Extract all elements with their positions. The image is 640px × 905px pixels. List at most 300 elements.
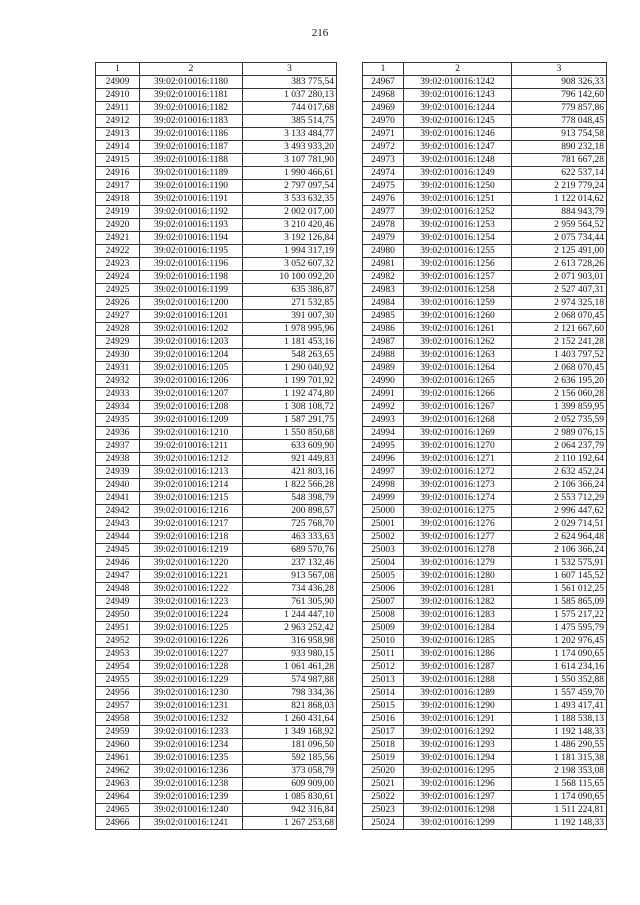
row-number: 24935 xyxy=(96,414,140,427)
table-row xyxy=(363,492,607,505)
row-number: 24965 xyxy=(96,804,140,817)
table-body-right xyxy=(363,76,607,830)
cadastral-value: 734 436,28 xyxy=(243,583,337,596)
row-number: 24999 xyxy=(363,492,404,505)
table-row xyxy=(96,661,337,674)
table-row xyxy=(363,271,607,284)
cadastral-number: 39:02:010016:1216 xyxy=(140,505,243,518)
registry-table-right xyxy=(362,62,607,830)
cadastral-number: 39:02:010016:1248 xyxy=(404,154,512,167)
row-number: 24953 xyxy=(96,648,140,661)
table-row xyxy=(363,167,607,180)
row-number: 25000 xyxy=(363,505,404,518)
row-number: 25015 xyxy=(363,700,404,713)
row-number: 24930 xyxy=(96,349,140,362)
table-row xyxy=(96,245,337,258)
cadastral-number: 39:02:010016:1201 xyxy=(140,310,243,323)
cadastral-number: 39:02:010016:1285 xyxy=(404,635,512,648)
row-number: 24964 xyxy=(96,791,140,804)
cadastral-number: 39:02:010016:1195 xyxy=(140,245,243,258)
cadastral-number: 39:02:010016:1292 xyxy=(404,726,512,739)
row-number: 25011 xyxy=(363,648,404,661)
table-body-left xyxy=(96,76,337,830)
column-header-2: 2 xyxy=(404,63,512,76)
row-number: 24928 xyxy=(96,323,140,336)
row-number: 25003 xyxy=(363,544,404,557)
row-number: 24934 xyxy=(96,401,140,414)
table-row xyxy=(96,349,337,362)
cadastral-number: 39:02:010016:1263 xyxy=(404,349,512,362)
cadastral-number: 39:02:010016:1240 xyxy=(140,804,243,817)
row-number: 24967 xyxy=(363,76,404,89)
cadastral-number: 39:02:010016:1223 xyxy=(140,596,243,609)
cadastral-value: 181 096,50 xyxy=(243,739,337,752)
cadastral-number: 39:02:010016:1235 xyxy=(140,752,243,765)
cadastral-value: 1 199 701,92 xyxy=(243,375,337,388)
cadastral-number: 39:02:010016:1278 xyxy=(404,544,512,557)
cadastral-value: 2 963 252,42 xyxy=(243,622,337,635)
row-number: 25012 xyxy=(363,661,404,674)
cadastral-value: 1 188 538,13 xyxy=(512,713,607,726)
cadastral-value: 2 002 017,00 xyxy=(243,206,337,219)
row-number: 24943 xyxy=(96,518,140,531)
table-row xyxy=(363,479,607,492)
table-row xyxy=(363,635,607,648)
cadastral-value: 921 449,83 xyxy=(243,453,337,466)
row-number: 24978 xyxy=(363,219,404,232)
cadastral-value: 548 263,65 xyxy=(243,349,337,362)
cadastral-number: 39:02:010016:1281 xyxy=(404,583,512,596)
table-row xyxy=(96,713,337,726)
table-row xyxy=(96,726,337,739)
row-number: 24961 xyxy=(96,752,140,765)
cadastral-number: 39:02:010016:1269 xyxy=(404,427,512,440)
cadastral-value: 2 156 060,28 xyxy=(512,388,607,401)
cadastral-number: 39:02:010016:1262 xyxy=(404,336,512,349)
cadastral-number: 39:02:010016:1186 xyxy=(140,128,243,141)
table-row xyxy=(363,414,607,427)
cadastral-number: 39:02:010016:1233 xyxy=(140,726,243,739)
table-row xyxy=(363,401,607,414)
table-row xyxy=(363,596,607,609)
cadastral-number: 39:02:010016:1205 xyxy=(140,362,243,375)
cadastral-value: 383 775,54 xyxy=(243,76,337,89)
row-number: 24932 xyxy=(96,375,140,388)
row-number: 24941 xyxy=(96,492,140,505)
row-number: 24918 xyxy=(96,193,140,206)
cadastral-value: 3 493 933,20 xyxy=(243,141,337,154)
table-row xyxy=(363,76,607,89)
cadastral-number: 39:02:010016:1245 xyxy=(404,115,512,128)
table-row xyxy=(363,245,607,258)
cadastral-number: 39:02:010016:1196 xyxy=(140,258,243,271)
row-number: 24921 xyxy=(96,232,140,245)
table-row xyxy=(363,739,607,752)
cadastral-value: 1 822 566,28 xyxy=(243,479,337,492)
cadastral-number: 39:02:010016:1277 xyxy=(404,531,512,544)
cadastral-value: 574 987,88 xyxy=(243,674,337,687)
cadastral-value: 2 110 192,64 xyxy=(512,453,607,466)
cadastral-number: 39:02:010016:1260 xyxy=(404,310,512,323)
table-row xyxy=(363,544,607,557)
row-number: 24960 xyxy=(96,739,140,752)
cadastral-number: 39:02:010016:1207 xyxy=(140,388,243,401)
cadastral-number: 39:02:010016:1279 xyxy=(404,557,512,570)
table-row xyxy=(363,505,607,518)
cadastral-number: 39:02:010016:1211 xyxy=(140,440,243,453)
row-number: 24983 xyxy=(363,284,404,297)
row-number: 24956 xyxy=(96,687,140,700)
table-row xyxy=(96,128,337,141)
table-row xyxy=(96,388,337,401)
cadastral-number: 39:02:010016:1189 xyxy=(140,167,243,180)
table-row xyxy=(96,206,337,219)
cadastral-number: 39:02:010016:1221 xyxy=(140,570,243,583)
cadastral-value: 1 202 976,45 xyxy=(512,635,607,648)
cadastral-number: 39:02:010016:1267 xyxy=(404,401,512,414)
cadastral-value: 622 537,14 xyxy=(512,167,607,180)
cadastral-number: 39:02:010016:1293 xyxy=(404,739,512,752)
cadastral-number: 39:02:010016:1256 xyxy=(404,258,512,271)
cadastral-number: 39:02:010016:1266 xyxy=(404,388,512,401)
cadastral-value: 3 210 420,46 xyxy=(243,219,337,232)
row-number: 24991 xyxy=(363,388,404,401)
row-number: 24973 xyxy=(363,154,404,167)
row-number: 24968 xyxy=(363,89,404,102)
cadastral-value: 2 052 735,59 xyxy=(512,414,607,427)
cadastral-value: 2 198 353,08 xyxy=(512,765,607,778)
table-row xyxy=(363,778,607,791)
cadastral-value: 421 803,16 xyxy=(243,466,337,479)
table-row xyxy=(363,557,607,570)
table-row xyxy=(96,414,337,427)
cadastral-value: 781 667,28 xyxy=(512,154,607,167)
cadastral-value: 2 121 667,60 xyxy=(512,323,607,336)
table-row xyxy=(96,479,337,492)
table-row xyxy=(363,453,607,466)
cadastral-number: 39:02:010016:1287 xyxy=(404,661,512,674)
table-row xyxy=(96,466,337,479)
table-row xyxy=(363,622,607,635)
cadastral-value: 633 609,90 xyxy=(243,440,337,453)
cadastral-number: 39:02:010016:1226 xyxy=(140,635,243,648)
cadastral-value: 725 768,70 xyxy=(243,518,337,531)
table-row xyxy=(96,453,337,466)
table-row xyxy=(363,466,607,479)
row-number: 25009 xyxy=(363,622,404,635)
row-number: 24971 xyxy=(363,128,404,141)
cadastral-number: 39:02:010016:1208 xyxy=(140,401,243,414)
cadastral-number: 39:02:010016:1200 xyxy=(140,297,243,310)
table-row xyxy=(363,193,607,206)
cadastral-number: 39:02:010016:1250 xyxy=(404,180,512,193)
row-number: 24947 xyxy=(96,570,140,583)
cadastral-number: 39:02:010016:1268 xyxy=(404,414,512,427)
cadastral-value: 821 868,03 xyxy=(243,700,337,713)
row-number: 24995 xyxy=(363,440,404,453)
cadastral-value: 3 533 632,35 xyxy=(243,193,337,206)
row-number: 24946 xyxy=(96,557,140,570)
row-number: 24922 xyxy=(96,245,140,258)
cadastral-number: 39:02:010016:1290 xyxy=(404,700,512,713)
cadastral-value: 1 607 145,52 xyxy=(512,570,607,583)
row-number: 24945 xyxy=(96,544,140,557)
cadastral-number: 39:02:010016:1252 xyxy=(404,206,512,219)
row-number: 24911 xyxy=(96,102,140,115)
cadastral-value: 609 909,00 xyxy=(243,778,337,791)
cadastral-value: 1 550 352,88 xyxy=(512,674,607,687)
row-number: 24966 xyxy=(96,817,140,830)
cadastral-number: 39:02:010016:1298 xyxy=(404,804,512,817)
table-row xyxy=(96,570,337,583)
row-number: 24923 xyxy=(96,258,140,271)
cadastral-number: 39:02:010016:1294 xyxy=(404,752,512,765)
cadastral-value: 1 532 575,91 xyxy=(512,557,607,570)
cadastral-value: 1 061 461,28 xyxy=(243,661,337,674)
cadastral-value: 2 068 070,45 xyxy=(512,362,607,375)
row-number: 24989 xyxy=(363,362,404,375)
column-header-3: 3 xyxy=(243,63,337,76)
cadastral-number: 39:02:010016:1193 xyxy=(140,219,243,232)
cadastral-number: 39:02:010016:1209 xyxy=(140,414,243,427)
row-number: 24994 xyxy=(363,427,404,440)
cadastral-number: 39:02:010016:1210 xyxy=(140,427,243,440)
cadastral-number: 39:02:010016:1236 xyxy=(140,765,243,778)
cadastral-number: 39:02:010016:1222 xyxy=(140,583,243,596)
table-row xyxy=(363,661,607,674)
cadastral-value: 1 568 115,65 xyxy=(512,778,607,791)
table-row xyxy=(363,89,607,102)
table-row xyxy=(363,674,607,687)
cadastral-number: 39:02:010016:1274 xyxy=(404,492,512,505)
cadastral-value: 761 305,90 xyxy=(243,596,337,609)
cadastral-value: 1 511 224,81 xyxy=(512,804,607,817)
table-row xyxy=(96,193,337,206)
row-number: 24975 xyxy=(363,180,404,193)
row-number: 24955 xyxy=(96,674,140,687)
table-row xyxy=(96,557,337,570)
cadastral-value: 1 267 253,68 xyxy=(243,817,337,830)
cadastral-value: 689 570,76 xyxy=(243,544,337,557)
cadastral-number: 39:02:010016:1198 xyxy=(140,271,243,284)
cadastral-number: 39:02:010016:1234 xyxy=(140,739,243,752)
cadastral-value: 316 958,98 xyxy=(243,635,337,648)
row-number: 24992 xyxy=(363,401,404,414)
cadastral-number: 39:02:010016:1231 xyxy=(140,700,243,713)
table-row xyxy=(363,323,607,336)
cadastral-number: 39:02:010016:1218 xyxy=(140,531,243,544)
cadastral-number: 39:02:010016:1199 xyxy=(140,284,243,297)
row-number: 24958 xyxy=(96,713,140,726)
table-row xyxy=(363,427,607,440)
row-number: 24912 xyxy=(96,115,140,128)
cadastral-number: 39:02:010016:1254 xyxy=(404,232,512,245)
table-row xyxy=(363,648,607,661)
cadastral-value: 798 334,36 xyxy=(243,687,337,700)
table-row xyxy=(363,232,607,245)
table-row xyxy=(96,609,337,622)
cadastral-number: 39:02:010016:1275 xyxy=(404,505,512,518)
cadastral-value: 933 980,15 xyxy=(243,648,337,661)
cadastral-number: 39:02:010016:1238 xyxy=(140,778,243,791)
row-number: 24981 xyxy=(363,258,404,271)
cadastral-value: 1 475 595,79 xyxy=(512,622,607,635)
table-row xyxy=(96,648,337,661)
cadastral-number: 39:02:010016:1286 xyxy=(404,648,512,661)
row-number: 24988 xyxy=(363,349,404,362)
table-row xyxy=(96,401,337,414)
row-number: 25018 xyxy=(363,739,404,752)
cadastral-value: 2 068 070,45 xyxy=(512,310,607,323)
cadastral-value: 2 106 366,24 xyxy=(512,479,607,492)
row-number: 24925 xyxy=(96,284,140,297)
table-header-row xyxy=(363,63,607,76)
cadastral-number: 39:02:010016:1259 xyxy=(404,297,512,310)
cadastral-number: 39:02:010016:1299 xyxy=(404,817,512,830)
row-number: 24938 xyxy=(96,453,140,466)
table-row xyxy=(363,115,607,128)
table-row xyxy=(363,128,607,141)
cadastral-value: 2 624 964,48 xyxy=(512,531,607,544)
table-row xyxy=(96,310,337,323)
row-number: 24993 xyxy=(363,414,404,427)
table-row xyxy=(363,765,607,778)
row-number: 24924 xyxy=(96,271,140,284)
row-number: 24970 xyxy=(363,115,404,128)
cadastral-number: 39:02:010016:1246 xyxy=(404,128,512,141)
table-row xyxy=(96,505,337,518)
row-number: 25006 xyxy=(363,583,404,596)
table-row xyxy=(96,141,337,154)
table-row xyxy=(96,115,337,128)
cadastral-number: 39:02:010016:1249 xyxy=(404,167,512,180)
table-row xyxy=(363,518,607,531)
table-row xyxy=(363,297,607,310)
cadastral-number: 39:02:010016:1229 xyxy=(140,674,243,687)
table-row xyxy=(363,440,607,453)
cadastral-number: 39:02:010016:1219 xyxy=(140,544,243,557)
cadastral-number: 39:02:010016:1192 xyxy=(140,206,243,219)
row-number: 25013 xyxy=(363,674,404,687)
table-row xyxy=(363,570,607,583)
cadastral-number: 39:02:010016:1276 xyxy=(404,518,512,531)
cadastral-value: 1 575 217,22 xyxy=(512,609,607,622)
table-row xyxy=(96,297,337,310)
cadastral-number: 39:02:010016:1182 xyxy=(140,102,243,115)
cadastral-value: 1 585 865,09 xyxy=(512,596,607,609)
row-number: 24962 xyxy=(96,765,140,778)
table-row xyxy=(96,544,337,557)
cadastral-number: 39:02:010016:1220 xyxy=(140,557,243,570)
cadastral-number: 39:02:010016:1243 xyxy=(404,89,512,102)
cadastral-number: 39:02:010016:1194 xyxy=(140,232,243,245)
cadastral-value: 1 122 014,62 xyxy=(512,193,607,206)
row-number: 24939 xyxy=(96,466,140,479)
table-row xyxy=(96,427,337,440)
row-number: 25010 xyxy=(363,635,404,648)
table-row xyxy=(363,817,607,830)
cadastral-value: 1 181 315,38 xyxy=(512,752,607,765)
cadastral-number: 39:02:010016:1204 xyxy=(140,349,243,362)
cadastral-value: 1 192 474,80 xyxy=(243,388,337,401)
table-row xyxy=(363,349,607,362)
cadastral-value: 10 100 092,20 xyxy=(243,271,337,284)
table-row xyxy=(363,102,607,115)
row-number: 24963 xyxy=(96,778,140,791)
cadastral-number: 39:02:010016:1297 xyxy=(404,791,512,804)
cadastral-value: 1 550 850,68 xyxy=(243,427,337,440)
cadastral-value: 1 349 168,92 xyxy=(243,726,337,739)
row-number: 24957 xyxy=(96,700,140,713)
column-header-3: 3 xyxy=(512,63,607,76)
table-row xyxy=(96,89,337,102)
cadastral-value: 1 587 291,75 xyxy=(243,414,337,427)
cadastral-number: 39:02:010016:1251 xyxy=(404,193,512,206)
row-number: 24929 xyxy=(96,336,140,349)
row-number: 24936 xyxy=(96,427,140,440)
page-number: 216 xyxy=(311,27,329,39)
cadastral-number: 39:02:010016:1283 xyxy=(404,609,512,622)
table-row xyxy=(96,622,337,635)
cadastral-value: 2 989 076,15 xyxy=(512,427,607,440)
cadastral-number: 39:02:010016:1255 xyxy=(404,245,512,258)
cadastral-number: 39:02:010016:1232 xyxy=(140,713,243,726)
row-number: 24913 xyxy=(96,128,140,141)
row-number: 24950 xyxy=(96,609,140,622)
row-number: 25001 xyxy=(363,518,404,531)
row-number: 24985 xyxy=(363,310,404,323)
cadastral-number: 39:02:010016:1215 xyxy=(140,492,243,505)
table-row xyxy=(96,336,337,349)
row-number: 25004 xyxy=(363,557,404,570)
cadastral-value: 1 290 040,92 xyxy=(243,362,337,375)
cadastral-number: 39:02:010016:1241 xyxy=(140,817,243,830)
row-number: 25016 xyxy=(363,713,404,726)
table-row xyxy=(363,804,607,817)
table-row xyxy=(96,271,337,284)
cadastral-value: 1 085 830,61 xyxy=(243,791,337,804)
table-row xyxy=(363,219,607,232)
cadastral-value: 2 636 195,20 xyxy=(512,375,607,388)
row-number: 24951 xyxy=(96,622,140,635)
table-row xyxy=(96,700,337,713)
table-row xyxy=(96,635,337,648)
row-number: 24915 xyxy=(96,154,140,167)
cadastral-number: 39:02:010016:1217 xyxy=(140,518,243,531)
table-row xyxy=(363,180,607,193)
cadastral-number: 39:02:010016:1257 xyxy=(404,271,512,284)
cadastral-value: 2 152 241,28 xyxy=(512,336,607,349)
row-number: 24940 xyxy=(96,479,140,492)
cadastral-number: 39:02:010016:1202 xyxy=(140,323,243,336)
row-number: 25019 xyxy=(363,752,404,765)
cadastral-value: 796 142,60 xyxy=(512,89,607,102)
cadastral-number: 39:02:010016:1284 xyxy=(404,622,512,635)
row-number: 24937 xyxy=(96,440,140,453)
row-number: 24933 xyxy=(96,388,140,401)
table-row xyxy=(363,362,607,375)
row-number: 24979 xyxy=(363,232,404,245)
cadastral-value: 908 326,33 xyxy=(512,76,607,89)
row-number: 24976 xyxy=(363,193,404,206)
row-number: 25023 xyxy=(363,804,404,817)
cadastral-number: 39:02:010016:1280 xyxy=(404,570,512,583)
cadastral-number: 39:02:010016:1244 xyxy=(404,102,512,115)
cadastral-number: 39:02:010016:1289 xyxy=(404,687,512,700)
table-row xyxy=(96,154,337,167)
cadastral-number: 39:02:010016:1228 xyxy=(140,661,243,674)
table-row xyxy=(363,687,607,700)
